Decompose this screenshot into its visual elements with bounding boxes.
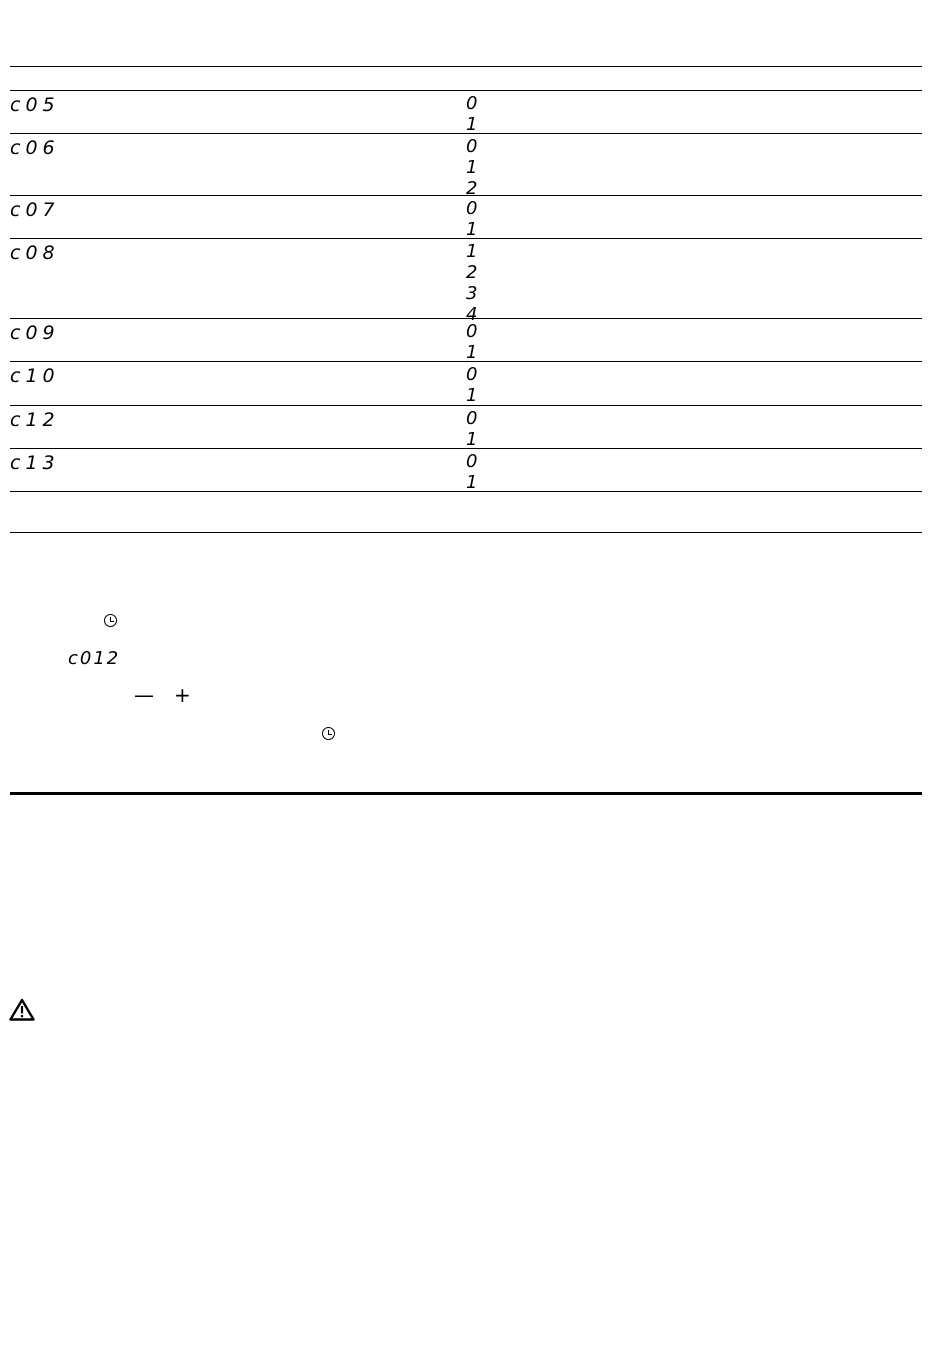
code-display: c012 — [68, 648, 121, 669]
setting-values — [466, 408, 477, 450]
setting-value: 1 — [466, 472, 478, 493]
setting-value: 3 — [466, 283, 478, 304]
table-header-rule — [10, 90, 922, 91]
setting-values — [466, 93, 477, 135]
setting-value: 0 — [466, 451, 478, 472]
setting-values — [466, 364, 477, 406]
setting-value: 1 — [466, 114, 478, 135]
setting-value: 0 — [466, 136, 478, 157]
setting-code: c06 — [10, 137, 60, 159]
setting-code: c07 — [10, 199, 60, 221]
setting-code: c08 — [10, 242, 60, 264]
setting-value: 0 — [466, 198, 478, 219]
setting-value: 0 — [466, 321, 478, 342]
setting-values — [466, 136, 477, 199]
setting-value: 0 — [466, 408, 478, 429]
setting-code: c05 — [10, 94, 60, 116]
clock-icon — [104, 614, 117, 627]
section-divider — [10, 792, 922, 795]
setting-value: 1 — [466, 241, 478, 262]
warning-triangle-icon — [9, 998, 35, 1021]
row-divider — [10, 361, 922, 362]
row-divider — [10, 133, 922, 134]
row-divider — [10, 448, 922, 449]
setting-value: 0 — [466, 364, 478, 385]
table-top-rule — [10, 66, 922, 67]
setting-code: c13 — [10, 452, 60, 474]
setting-values — [466, 321, 477, 363]
setting-code: c10 — [10, 365, 60, 387]
row-divider — [10, 491, 922, 492]
setting-value: 1 — [466, 157, 478, 178]
setting-value: 2 — [466, 178, 478, 199]
minus-icon: — — [134, 683, 154, 707]
setting-code: c09 — [10, 322, 60, 344]
setting-values — [466, 241, 477, 325]
table-bottom-rule — [10, 532, 922, 533]
setting-value: 2 — [466, 262, 478, 283]
setting-values — [466, 451, 477, 493]
setting-value: 1 — [466, 385, 478, 406]
row-divider — [10, 238, 922, 239]
setting-value: 4 — [466, 304, 478, 325]
setting-value: 1 — [466, 219, 478, 240]
setting-value: 0 — [466, 93, 478, 114]
setting-value: 1 — [466, 429, 478, 450]
setting-values — [466, 198, 477, 240]
setting-value: 1 — [466, 342, 478, 363]
plus-icon: + — [174, 683, 191, 707]
row-divider — [10, 195, 922, 196]
clock-icon — [322, 727, 335, 740]
setting-code: c12 — [10, 409, 60, 431]
row-divider — [10, 405, 922, 406]
row-divider — [10, 318, 922, 319]
